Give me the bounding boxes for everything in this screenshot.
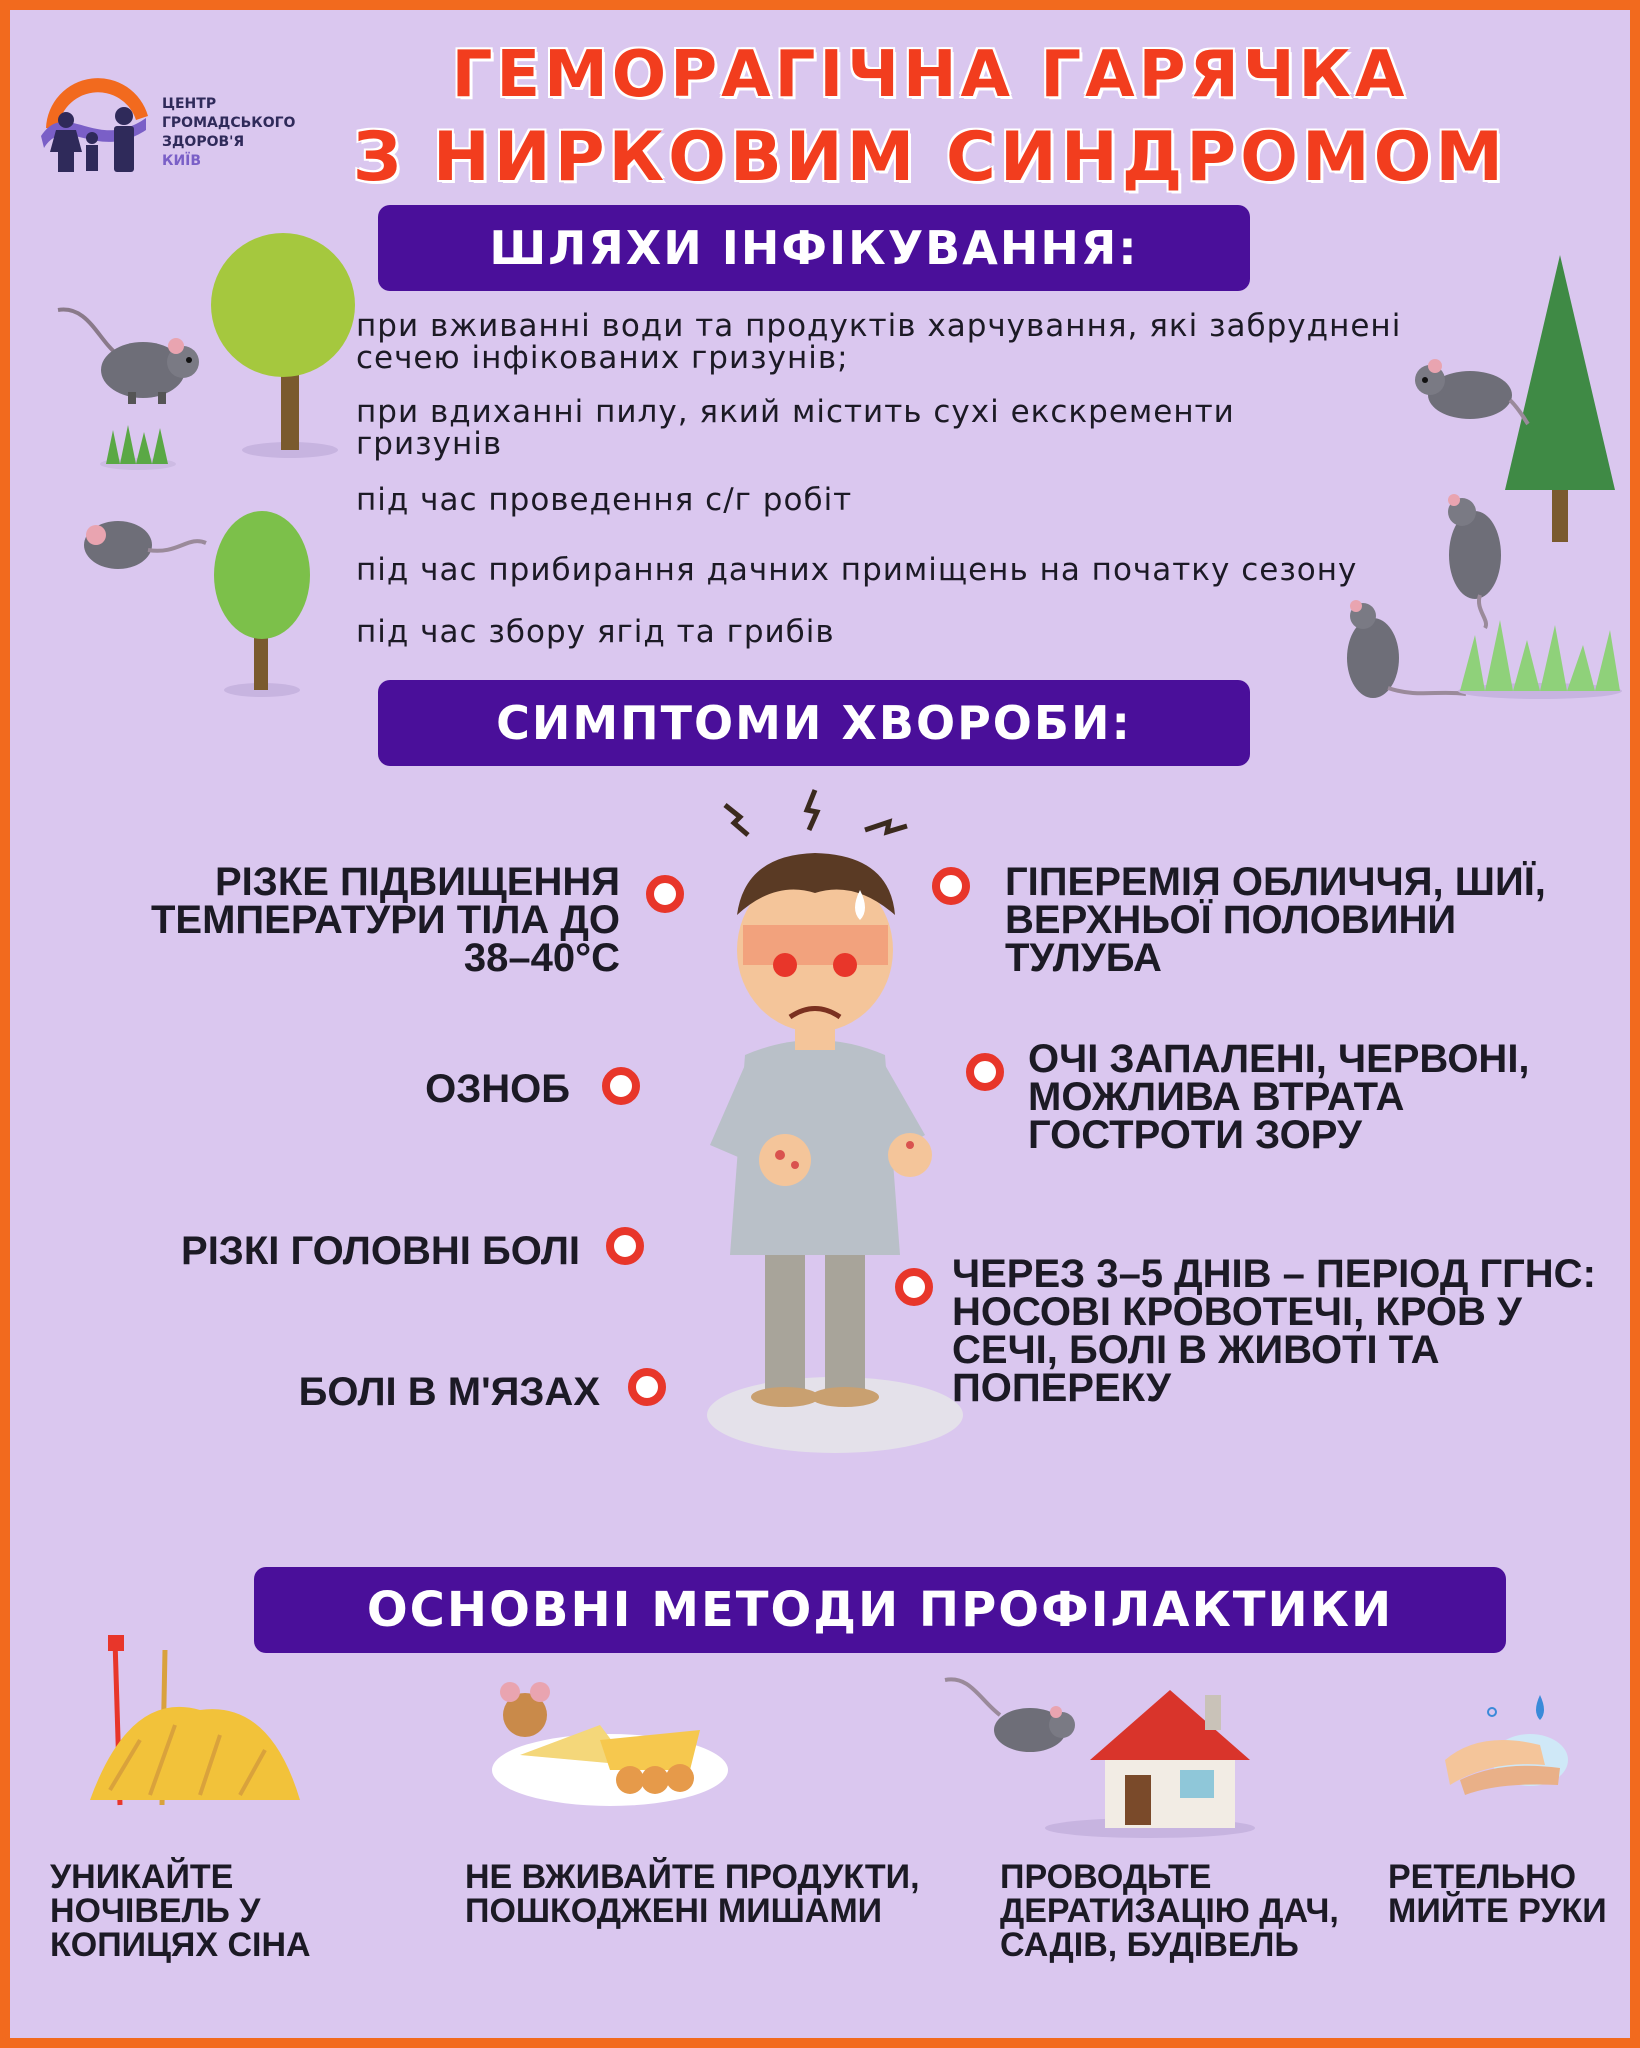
prevention-heading: ОСНОВНІ МЕТОДИ ПРОФІЛАКТИКИ [254,1567,1506,1653]
symptom-marker [932,867,970,905]
symptom-marker [602,1067,640,1105]
symptom-ggns-period: ЧЕРЕЗ 3–5 ДНІВ – ПЕРІОД ГГНС: НОСОВІ КРОВОТЕЧІ, КРОВ У СЕЧІ, БОЛІ В ЖИВОТІ ТА ПОПЕРЕКУ [952,1252,1596,1410]
logo-mark [36,58,156,173]
symptom-chills: ОЗНОБ [425,1067,570,1111]
symptoms-heading: СИМПТОМИ ХВОРОБИ: [378,680,1250,766]
prevention-item: УНИКАЙТЕ НОЧІВЕЛЬ У КОПИЦЯХ СІНА [50,1858,311,1964]
hand-washing-illustration [1440,1690,1580,1800]
prevention-item: НЕ ВЖИВАЙТЕ ПРОДУКТИ, ПОШКОДЖЕНІ МИШАМИ [465,1858,920,1930]
symptom-marker [606,1227,644,1265]
routes-heading: ШЛЯХИ ІНФІКУВАННЯ: [378,205,1250,291]
tree-illustration [205,225,365,460]
symptom-fever: РІЗКЕ ПІДВИЩЕННЯ ТЕМПЕРАТУРИ ТІЛА ДО 38–40°С [150,860,620,980]
rat-illustration [1410,350,1530,430]
symptom-marker [895,1268,933,1306]
rat-illustration [1328,598,1468,708]
house-rat-illustration [940,1670,1270,1840]
rat-illustration [48,300,208,410]
page-title-line-2: З НИРКОВИМ СИНДРОМОМ [352,118,1508,197]
prevention-item: ПРОВОДЬТЕ ДЕРАТИЗАЦІЮ ДАЧ, САДІВ, БУДІВЕЛЬ [1000,1858,1339,1964]
logo-city: КИЇВ [162,153,202,169]
symptom-muscle-pain: БОЛІ В М'ЯЗАХ [298,1370,600,1414]
food-plate-illustration [480,1670,730,1810]
route-item: під час збору ягід та грибів [356,614,835,650]
symptom-marker [646,875,684,913]
rat-illustration [78,505,208,585]
logo-line: ЦЕНТР [162,96,217,112]
route-item: при вдиханні пилу, який містить сухі екскременти гризунів [356,394,1235,462]
logo-text [162,95,295,171]
grass-illustration [98,420,178,470]
prevention-item: РЕТЕЛЬНО МИЙТЕ РУКИ [1388,1858,1607,1930]
tree-illustration [210,505,320,700]
page-title-line-1: ГЕМОРАГІЧНА ГАРЯЧКА [451,38,1409,112]
route-item: під час проведення с/г робіт [356,482,853,518]
route-item: при вживанні води та продуктів харчування, які забруднені сечею інфікованих гризунів; [356,308,1402,376]
route-item: під час прибирання дачних приміщень на початку сезону [356,552,1358,588]
symptom-hyperemia: ГІПЕРЕМІЯ ОБЛИЧЧЯ, ШИЇ, ВЕРХНЬОЇ ПОЛОВИНИ ТУЛУБА [1005,860,1546,980]
symptom-headache: РІЗКІ ГОЛОВНІ БОЛІ [181,1229,580,1273]
haystack-illustration [70,1630,320,1820]
symptom-eyes: ОЧІ ЗАПАЛЕНІ, ЧЕРВОНІ, МОЖЛИВА ВТРАТА ГОСТРОТИ ЗОРУ [1028,1037,1530,1157]
symptom-marker [628,1368,666,1406]
logo-line: ЗДОРОВ'Я [162,134,245,150]
logo-line: ГРОМАДСЬКОГО [162,115,296,131]
symptom-marker [966,1053,1004,1091]
grass-illustration [1455,615,1625,700]
